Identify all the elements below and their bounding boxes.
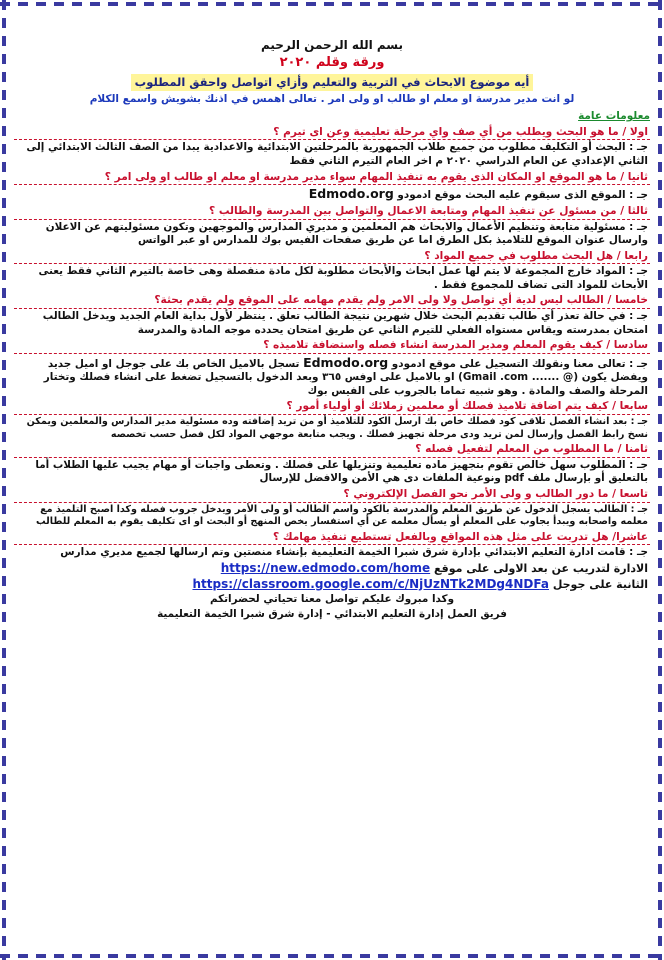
answer-6-part-3: ) او بالاميل على اوفس ٣٦٥ وبعد الدخول بالتسجيل تضغط على انشاء فصلك وتختار المرحلة والصف والمادة . وهو شبيه تماما بالجروب على الفيس بوك bbox=[43, 371, 648, 397]
closing-line: وكدا مبروك عليكم تواصل معنا تحياتي لحضراتكم bbox=[209, 593, 455, 606]
platform-2-row bbox=[14, 577, 650, 593]
subtitle-wrap bbox=[14, 74, 650, 91]
question-2: ثانيا / ما هو الموقع او المكان الذى يقوم به تنفيذ المهام سواء مدير مدرسة او معلم او طالب او ولى امر ؟ bbox=[14, 170, 650, 186]
answer-6-part-1: جـ : تعالى معنا ونقولك التسجيل على موقع ادمودو bbox=[391, 357, 648, 370]
question-8: ثامنا / ما المطلوب من المعلم لتفعيل فصله ؟ bbox=[14, 442, 650, 458]
intro-text: لو انت مدير مدرسة او معلم او طالب او ولى امر . تعالى اهمس في اذنك بشويش واسمع الكلام bbox=[89, 93, 575, 106]
edmodo-link[interactable]: https://new.edmodo.com/home bbox=[220, 560, 431, 575]
answer-4: جـ : المواد خارج المجموعة لا يتم لها عمل ابحاث والأبحاث مطلوبة لكل مادة منفصلة وهى خاصة بالتيرم الثاني فقط يعنى الأبحاث للمواد التى تضاف للمجموع فقط . bbox=[38, 265, 648, 291]
platform-1-label: الادارة لتدريب عن بعد الاولى على موقع bbox=[434, 561, 648, 575]
page-subtitle: أيه موضوع الابحاث في التربية والتعليم وأزاي اتواصل واحقق المطلوب bbox=[131, 74, 534, 91]
question-5: خامسا / الطالب ليس لدية أي تواصل ولا ولى الامر ولم يقدم مهامه على الموقع ولم يقدم بحثة؟ bbox=[14, 293, 650, 309]
answer-8-part-2: ونوعية الملفات دى هي الأمن والافضل للإرسال bbox=[259, 472, 501, 485]
question-10: عاشرا/ هل تدربت على مثل هذه المواقع وبالفعل تستطيع تنفيذ مهامك ؟ bbox=[14, 530, 650, 546]
answer-9: جـ : الطالب يسجل الدخول عن طريق المعلم والمدرسة بالكود واسم الطالب أو ولى الأمر ويدخل جروب فصله وكدا اصبح التلميذ مع معلمه واصحابه ويبدأ يجاوب على المعلم أو يسأل معلمه عن أي استفسار يخص المنهج أو البحث او اى تكليف يقوم به المعلم للطالب bbox=[36, 503, 648, 528]
question-3: ثالثا / من مسئول عن تنفيذ المهام ومتابعة الاعمال والتواصل بين المدرسة والطالب ؟ bbox=[14, 204, 650, 220]
answer-6: جـ : تعالى معنا ونقولك التسجيل على موقع ادمودو Edmodo.org تسجل بالاميل الخاص بك على جوجل او اميل جديد ويفضل يكون (Gmail .com ....... @) او بالاميل على اوفس ٣٦٥ وبعد الدخول بالتسجيل تضغط على انشاء فصلك وتختار المرحلة والصف والمادة . وهو شبيه تماما بالجروب على الفيس بوك bbox=[43, 354, 648, 397]
answer-3: جـ : مسئولية متابعة وتنظيم الأعمال والابحاث هم المعلمين و مديري المدارس والموجهين وتكون مسئوليتهم عن الاعلان وارسال عنوان الموقع للتلاميذ بكل الطرق اما عن طريق صفحات الفيس بوك للمدارس او عبر الواتس bbox=[45, 220, 648, 247]
platform-1-row bbox=[14, 561, 650, 577]
answer-7: جـ : بعد انشاء الفصل تلاقى كود فصلك خاص بك ارسل الكود للتلاميذ أو من تريد إضافته وده مسئولية مدير المدارس والمعلمين ويمكن نسخ رابط الفصل وإرسال لمن تريد ودى مرحلة تجهيز فصلك . ويجب متابعة موجهي المواد لكل فصل حسب تخصصه bbox=[26, 416, 648, 440]
edmodo-site-name-2: Edmodo.org bbox=[303, 354, 389, 370]
question-9: تاسعا / ما دور الطالب و ولى الأمر نحو الفصل الإلكتروني ؟ bbox=[14, 487, 650, 503]
general-info-wrap bbox=[14, 109, 650, 124]
team-signature: فريق العمل إدارة التعليم الابتدائي - إدارة شرق شبرا الخيمة التعليمية bbox=[157, 607, 507, 620]
gmail-placeholder: Gmail .com ....... @ bbox=[462, 371, 574, 384]
answer-8 bbox=[14, 459, 650, 486]
question-6: سادسا / كيف يقوم المعلم ومدير المدرسة انشاء فصله واستضافة تلاميذه ؟ bbox=[14, 338, 650, 354]
bismillah-heading: بسم الله الرحمن الرحيم bbox=[260, 38, 404, 52]
platform-2-label: الثانية على جوجل bbox=[552, 577, 648, 591]
answer-2 bbox=[14, 186, 650, 203]
answer-2-text: جـ : الموقع الذى سيقوم عليه البحث موقع ادمودو bbox=[397, 189, 648, 202]
general-info-heading: معلومات عامة bbox=[578, 110, 650, 123]
edmodo-site-name: Edmodo.org bbox=[308, 186, 394, 202]
answer-1: جـ : البحث أو التكليف مطلوب من جميع طلاب الجمهورية بالمرحلتين الابتدائية والاعدادية يبدا من الصف الثالث الابتدائي إلى الثاني الإعدادي عن العام الدراسي ٢٠٢٠ م اخر العام التيرم الثاني فقط bbox=[26, 141, 648, 167]
question-4: رابعا / هل البحث مطلوب في جميع المواد ؟ bbox=[14, 249, 650, 265]
answer-8-part-1: جـ : المطلوب سهل خالص تقوم بتجهيز ماده تعليمية وتنزيلها على فصلك . وتعطى واجبات أو مهام يجيب عليها الطلاب أما بالتعليق أو بإرسال ملف bbox=[35, 458, 648, 485]
google-classroom-link[interactable]: https://classroom.google.com/c/NjUzNTk2MDg4NDFa bbox=[192, 576, 549, 591]
question-7: سابعا / كيف يتم اضافة تلاميذ فصلك أو معلمين زملائك أو أولياء أمور ؟ bbox=[14, 399, 650, 415]
answer-6-part-2: تسجل بالاميل الخاص بك على جوجل او اميل جديد ويفضل يكون bbox=[47, 357, 648, 384]
page-title: ورقة وقلم ٢٠٢٠ bbox=[279, 54, 385, 70]
answer-10: جـ : قامت ادارة التعليم الابتدائي بإدارة شرق شبرا الخيمة التعليمية بإنشاء منصتين وتم ارسالها لجميع مديري مدارس bbox=[60, 546, 648, 559]
answer-5: جـ : في حالة تعذر أي طالب تقديم البحث خلال شهرين نتيجة الطالب تعلق . ينتظر لأول بداية العام الجديد ويدخل الطالب امتحان بمدرسته ويقاس مستواه الفعلي للتيرم الثاني عن طريق امتحان يحدده موجه المادة والمدرسة bbox=[42, 310, 648, 336]
question-1: اولا / ما هو البحث ويطلب من أي صف واي مرحلة تعليمية وعن اى تيرم ؟ bbox=[14, 125, 650, 141]
pdf-label: pdf bbox=[504, 472, 524, 485]
